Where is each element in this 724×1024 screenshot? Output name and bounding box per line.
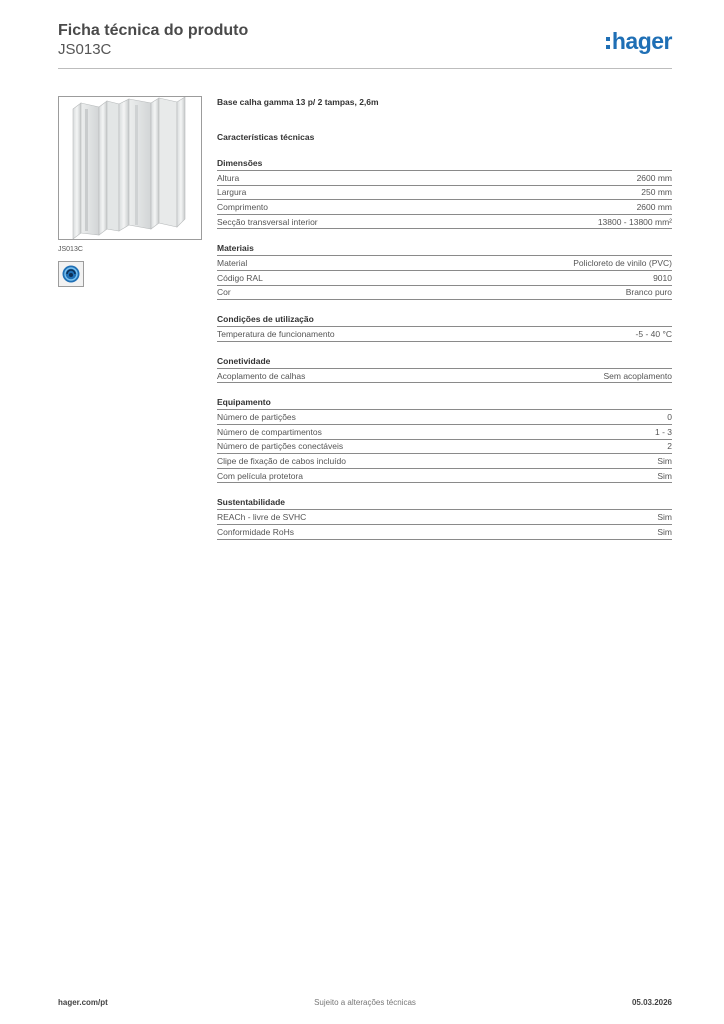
spec-section [217, 396, 672, 483]
hager-logo [606, 26, 672, 56]
spec-section [217, 355, 672, 384]
spec-label: Conformidade RoHs [217, 526, 295, 537]
logo-wordmark: hager [611, 27, 672, 54]
spec-row [217, 215, 672, 230]
spec-value: -5 - 40 °C [635, 328, 672, 339]
spec-row [217, 440, 672, 455]
spec-section [217, 313, 672, 342]
page-footer [58, 998, 672, 1010]
spec-label: Secção transversal interior [217, 216, 318, 227]
spec-row [217, 425, 672, 440]
spec-value: Policloreto de vinilo (PVC) [573, 258, 672, 269]
spec-value: 250 mm [641, 187, 672, 198]
spec-value: 2 [667, 441, 672, 452]
spec-label: Clipe de fixação de cabos incluído [217, 455, 346, 466]
spec-label: Acoplamento de calhas [217, 370, 306, 381]
spec-label: REACh - livre de SVHC [217, 512, 307, 523]
spec-section-title: Equipamento [217, 396, 672, 410]
spec-column [217, 96, 672, 540]
product-media [58, 96, 202, 287]
spec-label: Material [217, 258, 248, 269]
spec-row [217, 256, 672, 271]
spec-label: Número de partições conectáveis [217, 441, 344, 452]
spec-row [217, 525, 672, 540]
technical-characteristics-heading: Características técnicas [217, 132, 315, 142]
spec-row [217, 200, 672, 215]
spec-value: 9010 [653, 272, 672, 283]
product-description: Base calha gamma 13 p/ 2 tampas, 2,6m [217, 97, 379, 107]
spec-section-title: Condições de utilização [217, 313, 672, 327]
spec-value: 13800 - 13800 mm² [597, 216, 672, 227]
spec-label: Altura [217, 172, 240, 183]
spec-section-title: Dimensões [217, 157, 672, 171]
spec-value: 2600 mm [636, 172, 672, 183]
spec-row [217, 410, 672, 425]
page-header [58, 20, 672, 69]
spec-label: Com película protetora [217, 470, 303, 481]
spec-value: Sim [657, 526, 672, 537]
image-caption: JS013C [58, 246, 83, 253]
spec-value: Sem acoplamento [603, 370, 672, 381]
spec-value: Sim [657, 470, 672, 481]
spec-label: Cor [217, 287, 231, 298]
spec-label: Número de compartimentos [217, 426, 322, 437]
spec-row [217, 286, 672, 301]
spec-label: Largura [217, 187, 247, 198]
logo-colon-icon [606, 37, 610, 49]
spec-value: Sim [657, 455, 672, 466]
document-title: Ficha técnica do produto [58, 22, 249, 39]
spec-label: Comprimento [217, 201, 269, 212]
cable-trunking-product-image [59, 97, 201, 239]
footer-date: 05.03.2026 [631, 998, 672, 1007]
product-image [58, 96, 202, 240]
spec-label: Temperatura de funcionamento [217, 328, 335, 339]
spec-row [217, 510, 672, 525]
spec-value: 1 - 3 [654, 426, 672, 437]
spec-row [217, 327, 672, 342]
spec-label: Número de partições [217, 412, 296, 423]
spec-label: Código RAL [217, 272, 263, 283]
spec-value: 2600 mm [636, 201, 672, 212]
spec-section-title: Conetividade [217, 355, 672, 369]
spec-value: 0 [667, 412, 672, 423]
spec-sections [217, 157, 672, 540]
footer-notice: Sujeito a alterações técnicas [314, 998, 416, 1007]
spec-section [217, 242, 672, 300]
product-code: JS013C [58, 41, 112, 58]
spec-section-title: Sustentabilidade [217, 496, 672, 510]
spec-section [217, 157, 672, 229]
spec-row [217, 271, 672, 286]
spec-value: Branco puro [625, 287, 672, 298]
spec-section [217, 496, 672, 539]
spec-row [217, 186, 672, 201]
spec-row [217, 469, 672, 484]
spec-row [217, 171, 672, 186]
footer-website-link[interactable]: hager.com/pt [58, 998, 108, 1007]
product-certification-badge-icon[interactable] [58, 261, 84, 287]
spec-value: Sim [657, 512, 672, 523]
spec-row [217, 454, 672, 469]
spec-section-title: Materiais [217, 242, 672, 256]
spec-row [217, 369, 672, 384]
